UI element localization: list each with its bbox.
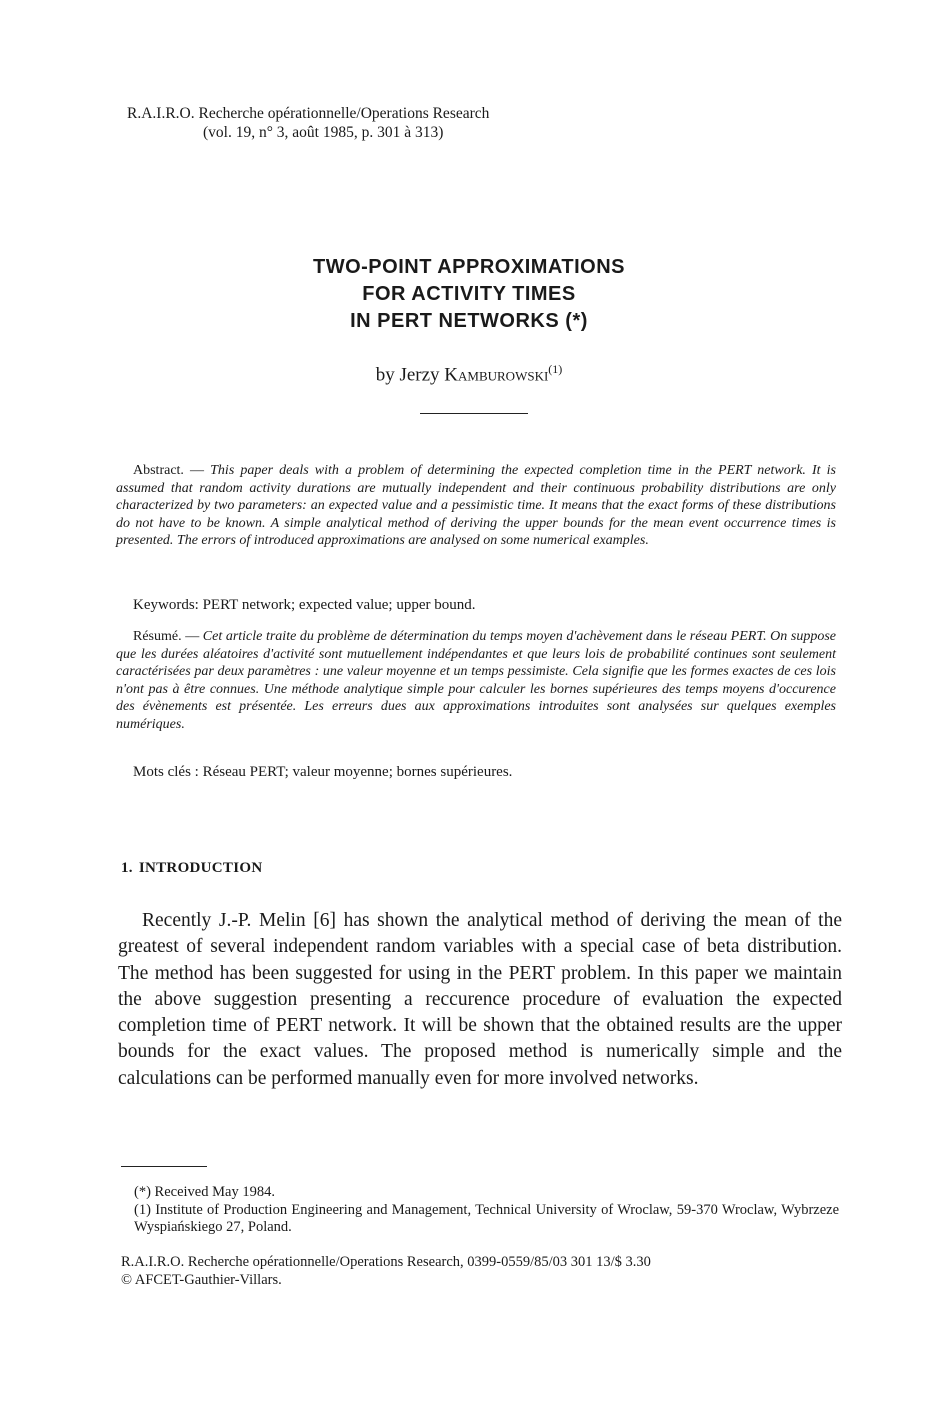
copyright-block (121, 1253, 651, 1289)
footnote-2-mark: (1) (134, 1201, 151, 1218)
footnotes (121, 1184, 839, 1237)
body-paragraph: Recently J.-P. Melin [6] has shown the analytical method of deriving the mean of the greatest of several independent random variables with a special case of beta distribution. The method has been suggested for using in the PERT problem. In this paper we maintain the above suggestion presenting a reccurence procedure of evaluation the expected completion time of PERT network. It will be shown that the obtained results are the upper bounds for the exact values. The proposed method is numerically simple and the calculations can be performed manually even for more involved networks. (118, 910, 842, 1089)
title-line-1: TWO-POINT APPROXIMATIONS (313, 256, 625, 278)
title-line-3 (8, 308, 930, 335)
footnote-1-mark: (*) (134, 1184, 151, 1200)
footnote-1-text: Received May 1984. (154, 1184, 275, 1200)
abstract (116, 462, 836, 550)
keywords: Keywords: PERT network; expected value; upper bound. (133, 597, 476, 613)
paper-title (0, 254, 930, 335)
copyright-line-2: © AFCET-Gauthier-Villars. (121, 1272, 282, 1288)
title-line-3-text: IN PERT NETWORKS (350, 310, 560, 332)
body-text (118, 908, 842, 1092)
abstract-text: This paper deals with a problem of determining the expected completion time in the PERT network. It is assumed that random activity durations are mutually independent and their continuous probability distributions are only characterized by two parameters: an expected value and a pessimistic time. It means that the exact forms of these distributions do not have to be known. A simple analytical method of deriving the upper bounds for the mean event occurrence times is presented. The errors of introduced approximations are analysed on some numerical examples. (116, 463, 836, 548)
mots-cles: Mots clés : Réseau PERT; valeur moyenne; bornes supérieures. (133, 764, 513, 780)
footnote-divider (121, 1166, 207, 1167)
author-name: Kamburowski (444, 364, 549, 386)
title-footnote-ref[interactable]: (*) (565, 310, 588, 332)
resume-label: Résumé. — (133, 629, 200, 644)
title-divider (420, 413, 528, 414)
author-footnote-ref[interactable]: (1) (548, 362, 563, 376)
section-title: INTRODUCTION (138, 860, 263, 876)
copyright-line-1: R.A.I.R.O. Recherche opérationnelle/Operations Research, 0399-0559/85/03 301 13/$ 3.30 (121, 1254, 651, 1270)
resume-text: Cet article traite du problème de détermination du temps moyen d'achèvement dans le réseau PERT. On suppose que les durées aléatoires d'activité sont mutuellement indépendantes et que leurs lois de probabilité continues sont seulement caractérisées par deux paramètres : une valeur moyenne et un temps pessimiste. Cela signifie que les formes exactes de ces lois n'ont pas à être connues. Une méthode analytique simple pour calculer les bornes supérieures des temps moyens d'occurence des évènements est présentée. Les erreurs dues aux approximations introduites sont analysées sur quelques exemples numériques. (116, 629, 836, 732)
section-heading (121, 860, 262, 877)
byline-prefix: by Jerzy (375, 364, 440, 386)
section-number: 1. (121, 860, 133, 876)
journal-volume: (vol. 19, n° 3, août 1985, p. 301 à 313) (203, 124, 444, 141)
journal-header (127, 104, 489, 142)
footnote-2-text: Institute of Production Engineering and Management, Technical University of Wroclaw, 59-370 Wroclaw, Wybrzeze Wyspiańskiego 27, Poland. (134, 1201, 840, 1235)
resume (116, 628, 836, 733)
footnote-1 (121, 1184, 839, 1202)
abstract-label: Abstract. — (133, 463, 205, 478)
title-line-2: FOR ACTIVITY TIMES (362, 283, 576, 305)
footnote-2 (121, 1202, 839, 1237)
journal-name: R.A.I.R.O. Recherche opérationnelle/Operations Research (127, 105, 490, 122)
author-byline (0, 362, 930, 386)
